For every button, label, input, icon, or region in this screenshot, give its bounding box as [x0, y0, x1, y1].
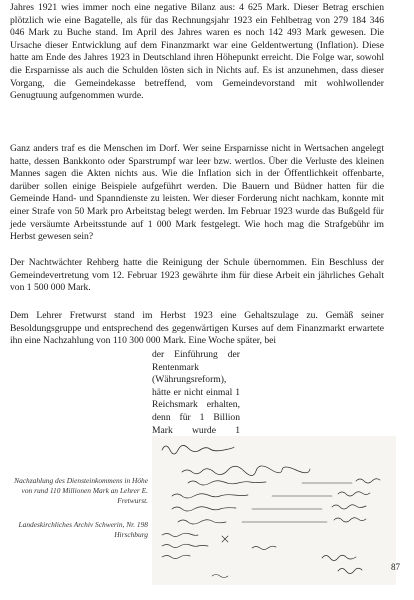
- handwriting-illustration: [152, 436, 396, 585]
- body-paragraph-4: Dem Lehrer Fretwurst stand im Herbst 1923 eine Gehaltszulage zu. Gemäß seiner Besoldungsgruppe und entsprechend des gegenwärtigen Kurses auf dem Finanzmarkt erwartete ihn eine Nachzahlung von 110 300 000 Mark. Eine Woche später, bei: [10, 310, 384, 347]
- body-paragraph-3: Der Nachtwächter Rehberg hatte die Reinigung der Schule übernommen. Ein Beschluss der Gemeindevertretung vom 12. Februar 1923 gewährte ihm für diese Arbeit ein jährliches Gehalt von 1 500 000 Mark.: [10, 257, 384, 294]
- image-source-credit: Landeskirchliches Archiv Schwerin, Nr. 198 Hirschburg: [18, 520, 148, 539]
- body-paragraph-2: Ganz anders traf es die Menschen im Dorf. Wer seine Ersparnisse nicht in Wertsachen angelegt hatte, dessen Bankkonto oder Sparstrumpf war leer bzw. wertlos. Über die Verluste des kleinen Mannes sagen die Akten nichts aus. Wie die Inflation sich in der Öffentlichkeit offenbarte, darüber sollen einige Beispiele aufgeführt werden. Die Bauern und Büdner hatten für die Gemeinde Hand- und Spanndienste zu leisten. Wer dieser Forderung nicht nachkam, konnte mit einer Strafe von 50 Mark pro Arbeitstag belegt werden. Im Februar 1923 wurde das Bußgeld für jede versäumte Arbeitsstunde auf 1 000 Mark festgelegt. Wie hoch mag die Strafgebühr im Herbst gewesen sein?: [10, 143, 384, 243]
- image-caption: Nachzahlung des Diensteinkommens in Höhe von rund 110 Millionen Mark an Lehrer E. Fretwurst.: [14, 476, 148, 505]
- page-number: 87: [391, 562, 400, 572]
- body-paragraph-1: Jahres 1921 wies immer noch eine negative Bilanz aus: 4 625 Mark. Dieser Betrag erschien plötzlich wie eine Bagatelle, als für das Rechnungsjahr 1923 ein Fehlbetrag von 279 184 346 046 Mark zu Buche stand. Im April des Jahres waren es noch 142 493 Mark gewesen. Die Ursache dieser Entwicklung auf dem Finanzmarkt war eine Geldentwertung (Inflation). Diese hatte am Ende des Jahres 1923 in Deutschland ihren Höhepunkt erreicht. Die Folge war, sowohl die Ersparnisse als auch die Schulden lösten sich in Nichts auf. Es ist anzunehmen, dass dieser Vorgang, die Gemeindekasse betreffend, vom Gemeindevorstand mit wohlwollender Genugtuung aufgenommen wurde.: [10, 2, 384, 102]
- body-paragraph-continuation: der Einführung der Rentenmark (Währungsreform), hätte er nicht einmal 1 Reichsmark erhalten, denn für 1 Billion Mark wurde 1: [152, 349, 240, 436]
- handwritten-document-image: [152, 436, 396, 585]
